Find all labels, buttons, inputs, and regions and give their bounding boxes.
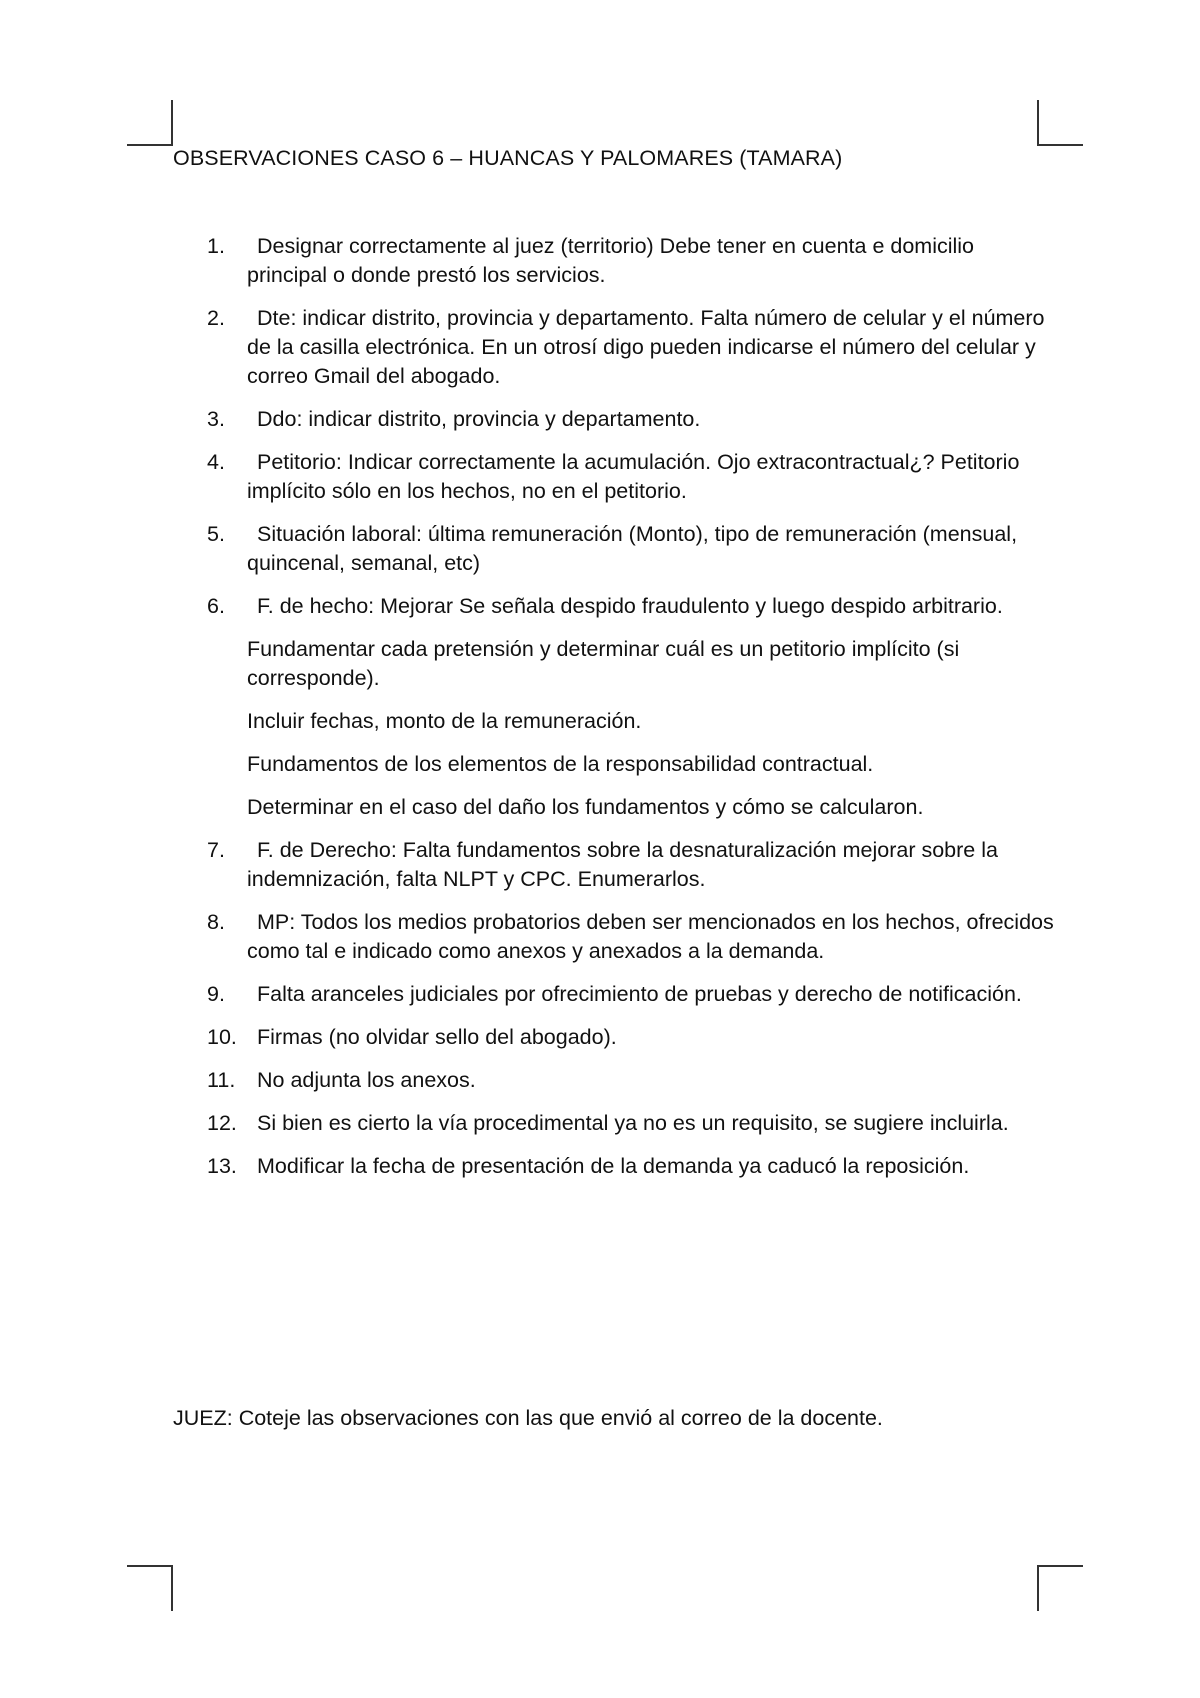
item-text: No adjunta los anexos. (257, 1068, 476, 1092)
item-number: 11. (207, 1068, 236, 1092)
item-text: Dte: indicar distrito, provincia y departamento. Falta número de celular y el número de la casilla electrónica. En un otrosí digo pueden indicarse el número del celular y correo Gmail del abogado. (247, 306, 1045, 388)
crop-mark-bottom-right (1037, 1565, 1083, 1611)
list-item (175, 232, 1055, 290)
item-number: 5. (207, 522, 225, 546)
item-text: MP: Todos los medios probatorios deben ser mencionados en los hechos, ofrecidos como tal e indicado como anexos y anexados a la demanda. (247, 910, 1054, 963)
item-number: 3. (207, 407, 225, 431)
list-item (175, 304, 1055, 391)
observations-list (175, 232, 1055, 1195)
item-text: Ddo: indicar distrito, provincia y departamento. (257, 407, 701, 431)
list-item (175, 1066, 1055, 1095)
list-item (175, 405, 1055, 434)
item-number: 4. (207, 450, 225, 474)
item-number: 9. (207, 982, 225, 1006)
item-number: 13. (207, 1154, 237, 1178)
list-item (175, 448, 1055, 506)
item-text: F. de hecho: Mejorar Se señala despido fraudulento y luego despido arbitrario. (257, 594, 1003, 618)
sub-paragraph: Fundamentar cada pretensión y determinar cuál es un petitorio implícito (si corresponde). (247, 637, 960, 690)
item-text: Firmas (no olvidar sello del abogado). (257, 1025, 617, 1049)
item-text: Situación laboral: última remuneración (Monto), tipo de remuneración (mensual, quincenal, semanal, etc) (247, 522, 1018, 575)
item-text: Designar correctamente al juez (territorio) Debe tener en cuenta e domicilio principal o donde prestó los servicios. (247, 234, 975, 287)
list-item (175, 908, 1055, 966)
list-item (175, 1109, 1055, 1138)
item-number: 8. (207, 910, 225, 934)
item-text: Si bien es cierto la vía procedimental ya no es un requisito, se sugiere incluirla. (257, 1111, 1009, 1135)
crop-mark-top-left (127, 100, 173, 146)
list-item (175, 520, 1055, 578)
sub-paragraph: Incluir fechas, monto de la remuneración. (247, 709, 642, 733)
item-number: 7. (207, 838, 225, 862)
item-number: 12. (207, 1111, 237, 1135)
item-6-subparagraphs (247, 635, 1055, 822)
list-item (175, 592, 1055, 822)
sub-paragraph: Fundamentos de los elementos de la responsabilidad contractual. (247, 752, 874, 776)
list-item (175, 1152, 1055, 1181)
item-number: 1. (207, 234, 225, 258)
list-item (175, 1023, 1055, 1052)
item-text: Falta aranceles judiciales por ofrecimiento de pruebas y derecho de notificación. (257, 982, 1022, 1006)
document-title: OBSERVACIONES CASO 6 – HUANCAS Y PALOMARES (TAMARA) (173, 146, 843, 170)
item-text: Petitorio: Indicar correctamente la acumulación. Ojo extracontractual¿? Petitorio implícito sólo en los hechos, no en el petitorio. (247, 450, 1020, 503)
judge-note: JUEZ: Coteje las observaciones con las que envió al correo de la docente. (173, 1406, 883, 1430)
item-text: F. de Derecho: Falta fundamentos sobre la desnaturalización mejorar sobre la indemnización, falta NLPT y CPC. Enumerarlos. (247, 838, 998, 891)
list-item (175, 836, 1055, 894)
item-number: 2. (207, 306, 225, 330)
item-number: 10. (207, 1025, 237, 1049)
crop-mark-top-right (1037, 100, 1083, 146)
item-number: 6. (207, 594, 225, 618)
list-item (175, 980, 1055, 1009)
sub-paragraph: Determinar en el caso del daño los fundamentos y cómo se calcularon. (247, 795, 924, 819)
item-text: Modificar la fecha de presentación de la demanda ya caducó la reposición. (257, 1154, 970, 1178)
crop-mark-bottom-left (127, 1565, 173, 1611)
